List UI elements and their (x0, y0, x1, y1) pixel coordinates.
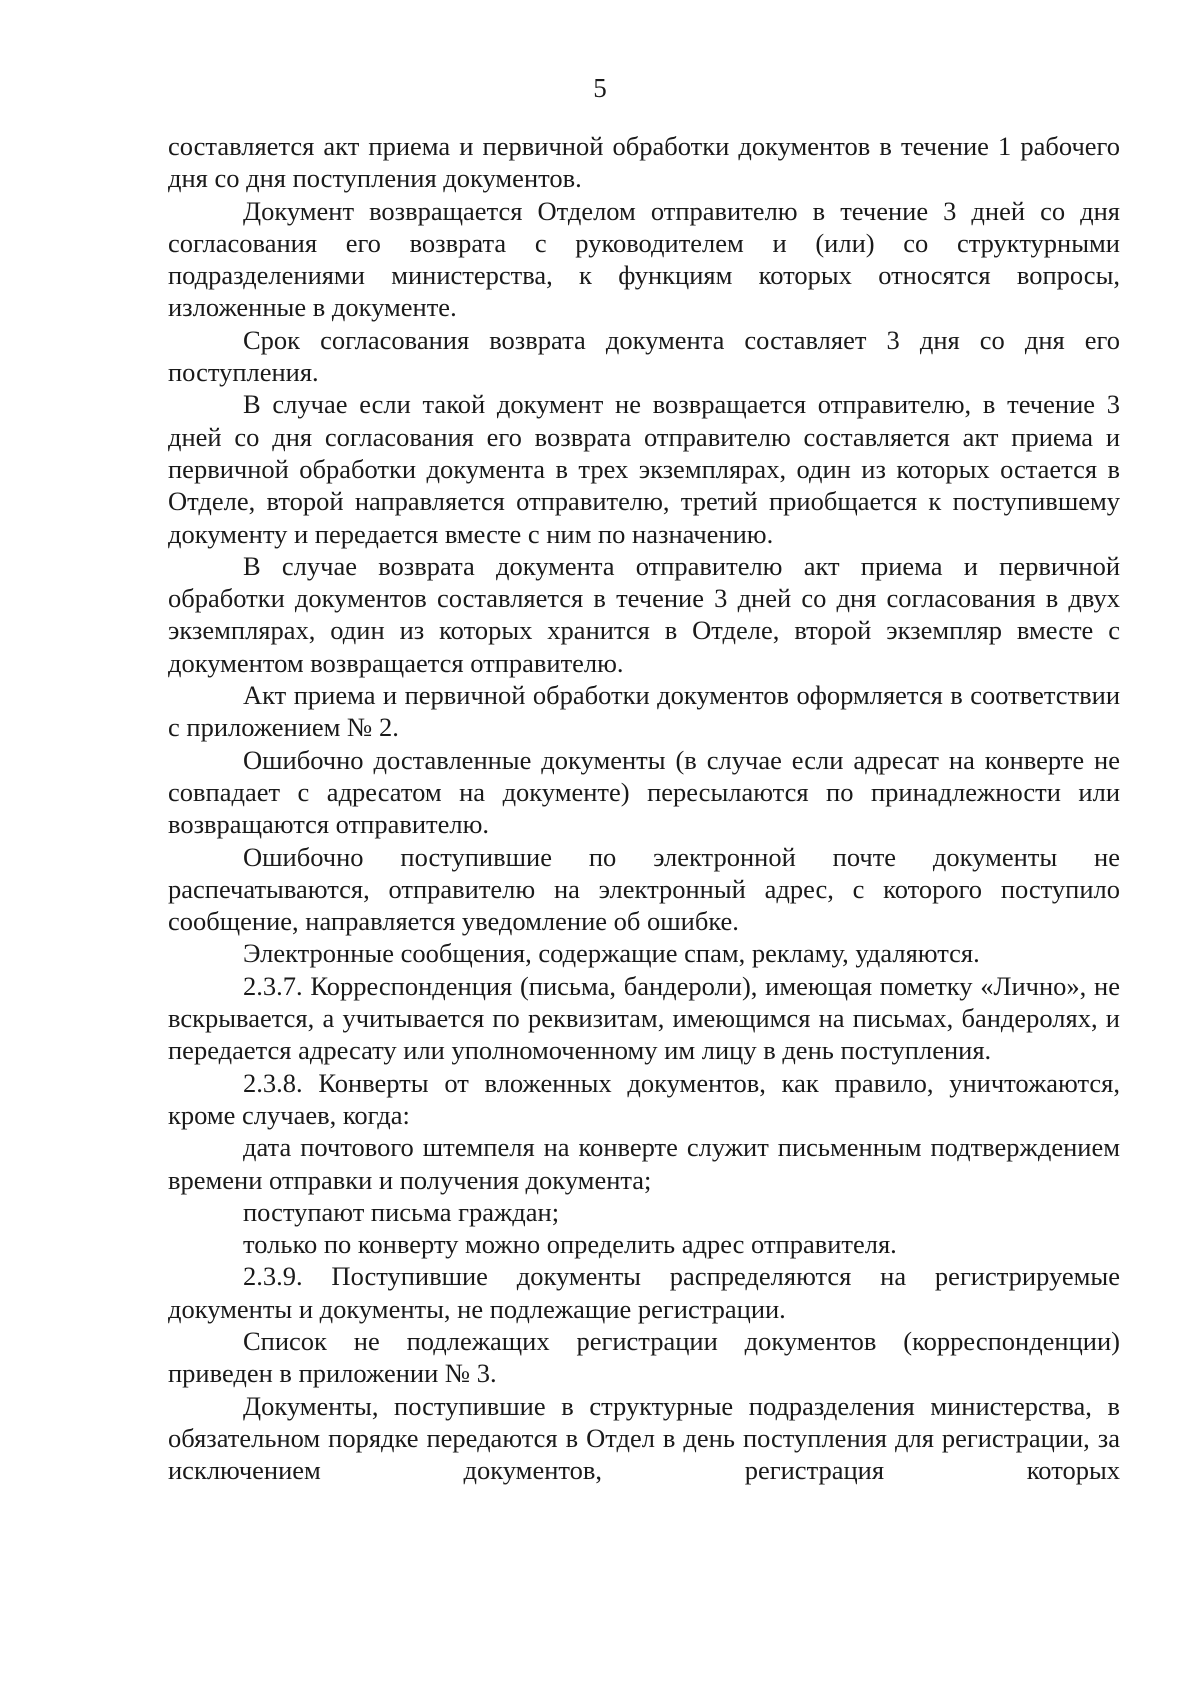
paragraph: 2.3.9. Поступившие документы распределяются на регистрируемые документы и документы, не подлежащие регистрации. (168, 1261, 1120, 1324)
paragraph: Ошибочно поступившие по электронной почте документы не распечатываются, отправителю на электронный адрес, с которого поступило сообщение, направляется уведомление об ошибке. (168, 841, 1120, 937)
paragraph: только по конверту можно определить адрес отправителя. (243, 1229, 897, 1260)
paragraph: Список не подлежащих регистрации документов (корреспонденции) приведен в приложении № 3. (168, 1325, 1120, 1389)
paragraph: поступают письма граждан; (243, 1196, 560, 1227)
paragraph: Документ возвращается Отделом отправителю в течение 3 дней со дня согласования его возврата с руководителем и (или) со структурными подразделениями министерства, к функциям которых относятся вопросы, изложенные в документе. (168, 195, 1120, 323)
paragraph: 2.3.8. Конверты от вложенных документов, как правило, уничтожаются, кроме случаев, когда: (168, 1067, 1120, 1130)
paragraph: В случае возврата документа отправителю акт приема и первичной обработки документов составляется в течение 3 дней со дня согласования в двух экземплярах, один из которых хранится в Отделе, второй экземпляр вместе с документом возвращается отправителю. (168, 550, 1120, 678)
paragraph: Срок согласования возврата документа составляет 3 дня со дня его поступления. (168, 324, 1120, 388)
paragraph: Документы, поступившие в структурные подразделения министерства, в обязательном порядке передаются в Отдел в день поступления для регистрации, за исключением документов, регистрация которых (168, 1390, 1120, 1486)
paragraph: составляется акт приема и первичной обработки документов в течение 1 рабочего дня со дня поступления документов. (168, 131, 1120, 194)
paragraph: дата почтового штемпеля на конверте служит письменным подтверждением времени отправки и получения документа; (168, 1132, 1120, 1195)
paragraph: Ошибочно доставленные документы (в случае если адресат на конверте не совпадает с адресатом на документе) пересылаются по принадлежности или возвращаются отправителю. (168, 744, 1120, 840)
paragraph: Акт приема и первичной обработки документов оформляется в соответствии с приложением № 2. (168, 680, 1120, 743)
document-body (168, 130, 1120, 1486)
paragraph: В случае если такой документ не возвращается отправителю, в течение 3 дней со дня согласования его возврата отправителю составляется акт приема и первичной обработки документа в трех экземплярах, один из которых остается в Отделе, второй направляется отправителю, третий приобщается к поступившему документу и передается вместе с ним по назначению. (168, 389, 1120, 549)
paragraph: 2.3.7. Корреспонденция (письма, бандероли), имеющая пометку «Лично», не вскрывается, а учитывается по реквизитам, имеющимся на письмах, бандеролях, и передается адресату или уполномоченному им лицу в день поступления. (168, 970, 1120, 1066)
page-number: 5 (593, 73, 607, 103)
paragraph: Электронные сообщения, содержащие спам, рекламу, удаляются. (243, 938, 980, 969)
